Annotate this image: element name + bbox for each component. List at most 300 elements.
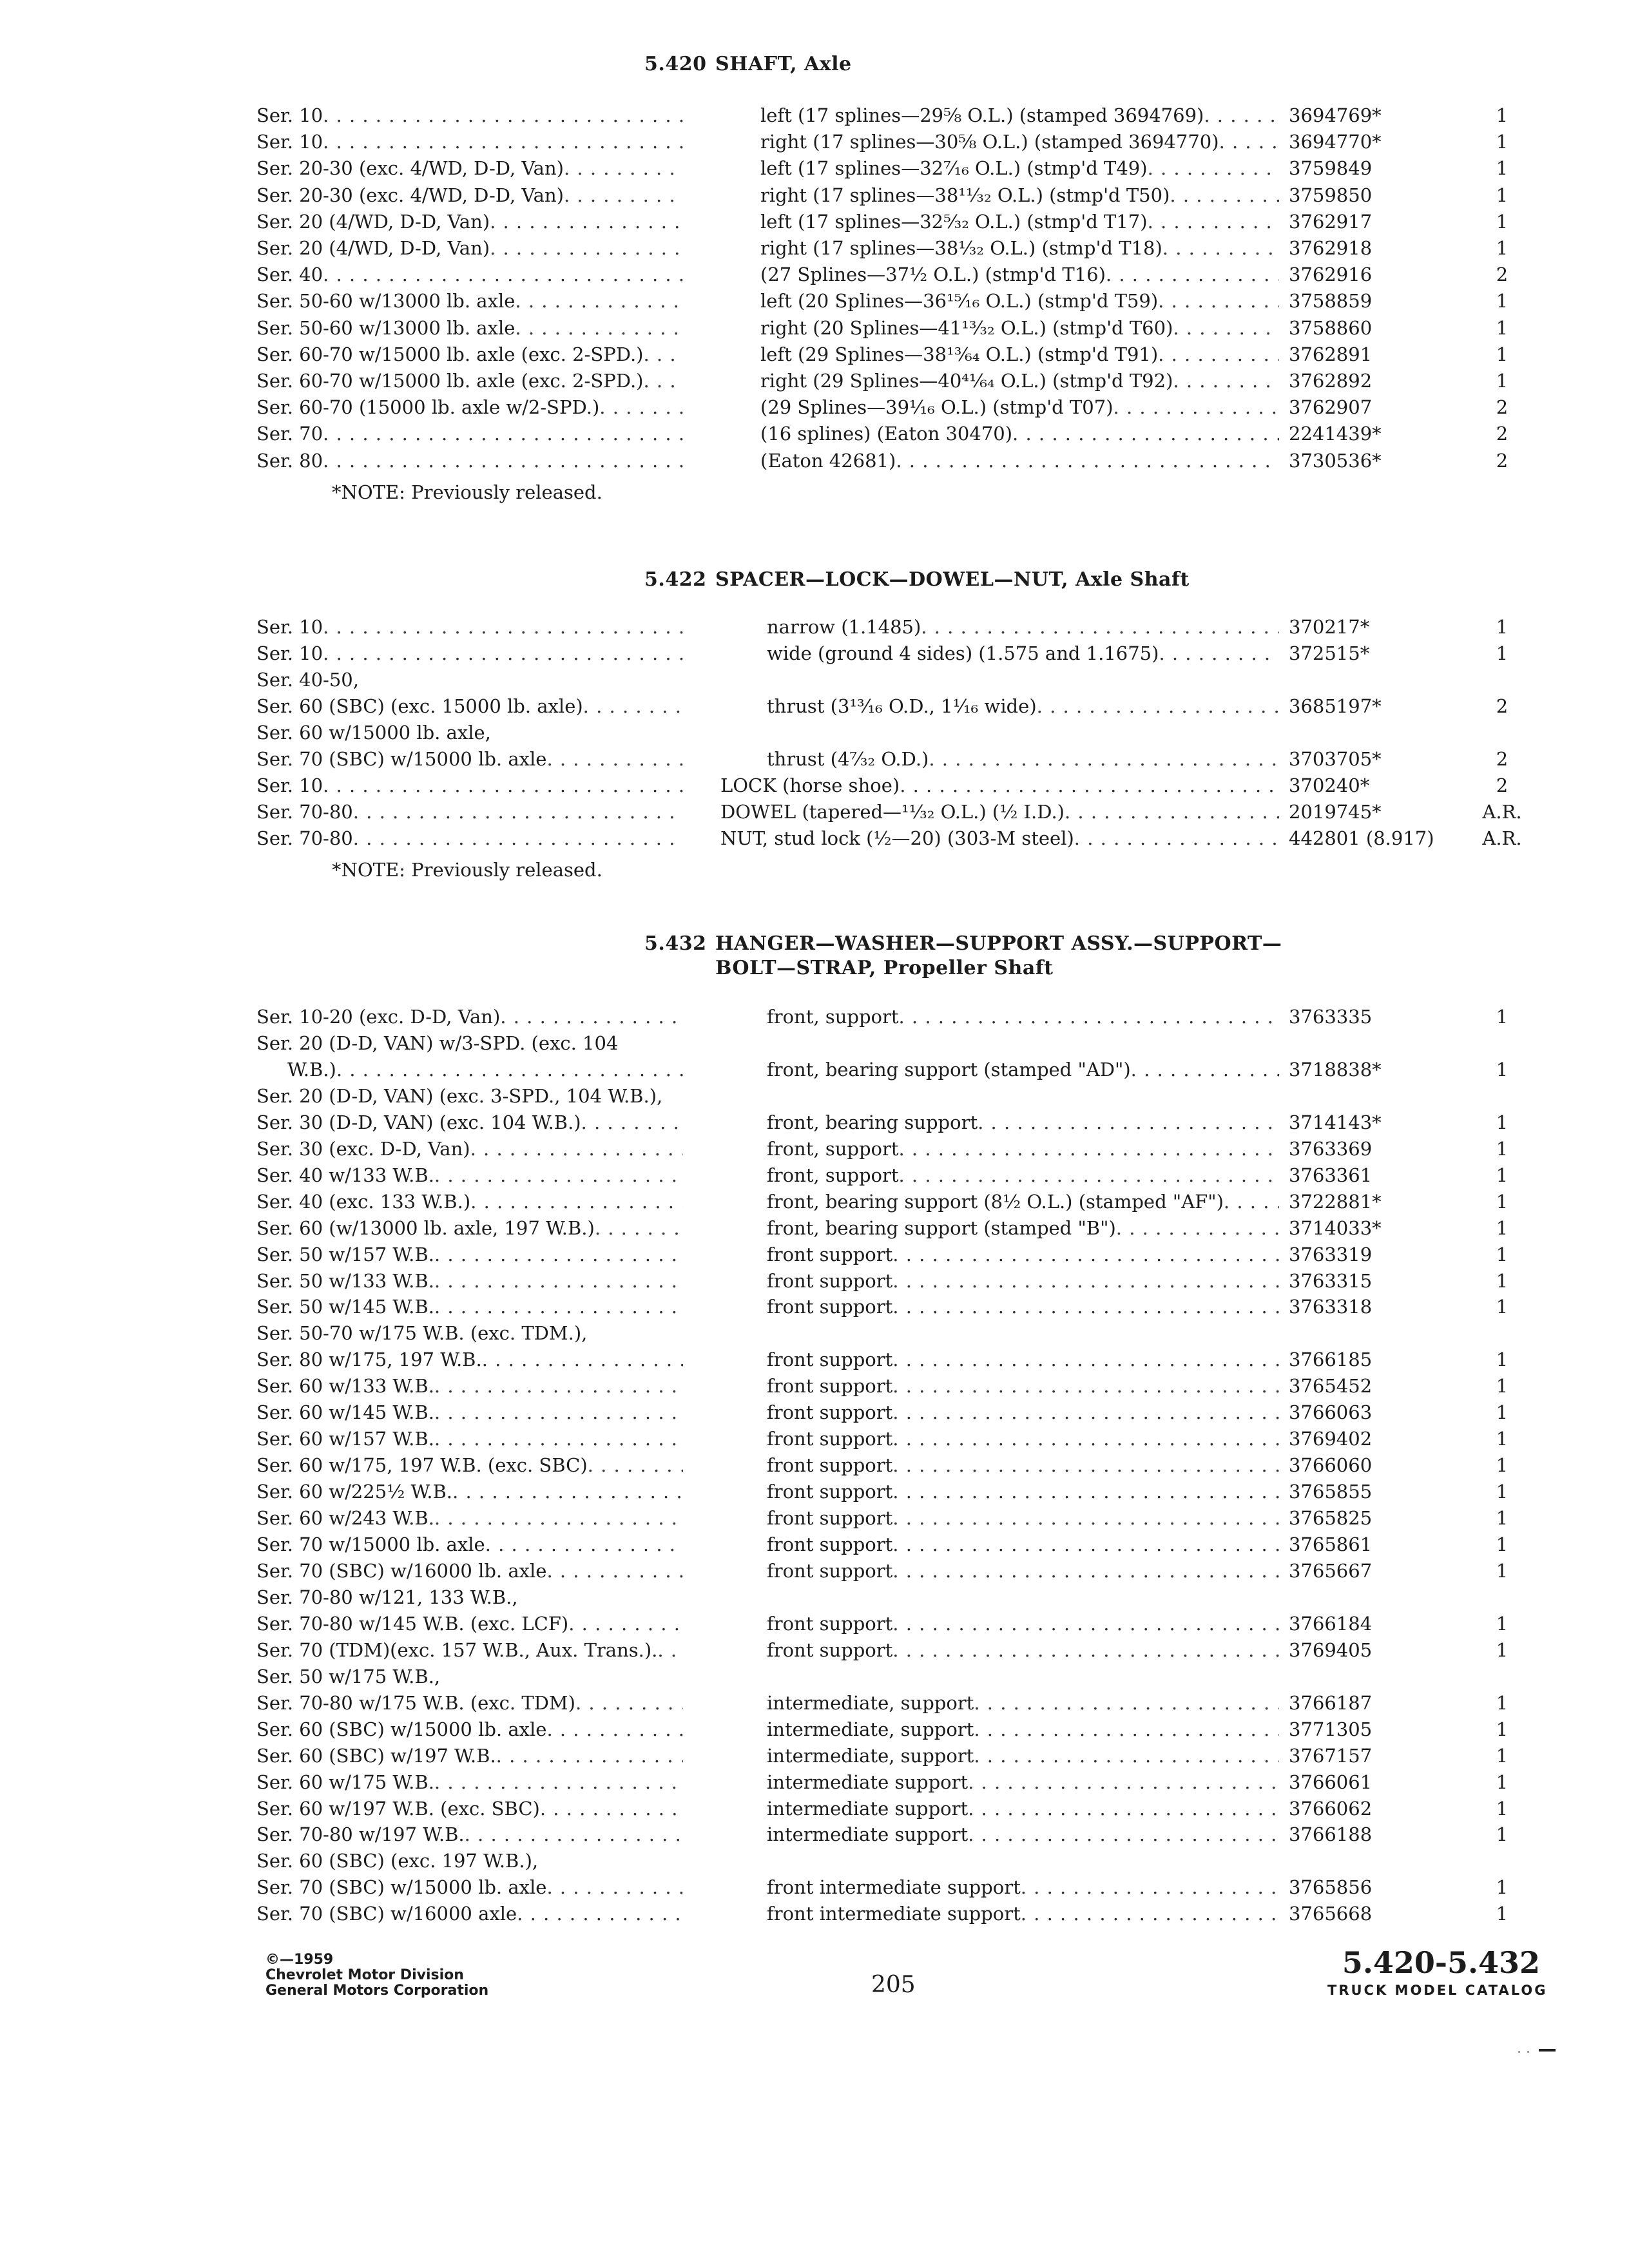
- table-row: [0, 1848, 1629, 1874]
- description-cell: [767, 1532, 1279, 1558]
- description-cell: [767, 1558, 1279, 1584]
- dot-leader: [1159, 640, 1279, 667]
- series-cell: [256, 1215, 683, 1242]
- part-number: 3762891: [1289, 343, 1373, 365]
- dot-leader: [974, 1716, 1279, 1743]
- series-text: Ser. 60 w/243 W.B.: [256, 1507, 434, 1530]
- series-text: Ser. 70-80 w/175 W.B. (exc. TDM): [256, 1691, 575, 1714]
- part-number: 3763369: [1289, 1137, 1373, 1160]
- series-cell: Ser. 60 (SBC) (exc. 197 W.B.),: [256, 1850, 539, 1872]
- dot-leader: [434, 1399, 683, 1426]
- series-cell: Ser. 20 (D-D, VAN) w/3-SPD. (exc. 104: [256, 1032, 619, 1054]
- description-cell: [760, 448, 1279, 474]
- table-row: [0, 746, 1629, 773]
- series-cell: [256, 1004, 683, 1030]
- dot-leader: [1021, 1874, 1279, 1901]
- quantity: 1: [1496, 131, 1509, 153]
- dot-leader: [434, 1294, 683, 1320]
- description-text: intermediate support: [767, 1771, 969, 1793]
- table-row: [0, 1874, 1629, 1901]
- description-text: NUT, stud lock (½—20) (303-M steel): [720, 827, 1074, 849]
- table-row: [0, 1189, 1629, 1215]
- table-row: [0, 1162, 1629, 1189]
- part-number: 3730536*: [1289, 449, 1382, 472]
- description-cell: [760, 394, 1279, 421]
- dot-leader: [1037, 693, 1279, 720]
- description-cell: [760, 315, 1279, 341]
- section-title: BOLT—STRAP, Propeller Shaft: [715, 957, 1054, 979]
- description-cell: [767, 1611, 1279, 1637]
- series-text: Ser. 20-30 (exc. 4/WD, D-D, Van): [256, 157, 564, 180]
- dot-leader: [575, 1690, 683, 1716]
- description-text: front, support: [767, 1006, 899, 1028]
- series-text: Ser. 20-30 (exc. 4/WD, D-D, Van): [256, 184, 564, 206]
- series-cell: [256, 1452, 683, 1479]
- dot-leader: [470, 1189, 683, 1215]
- description-cell: [767, 614, 1279, 640]
- series-cell: [256, 693, 683, 720]
- dot-leader: [892, 1479, 1279, 1505]
- description-text: front support: [767, 1269, 893, 1292]
- dot-leader: [515, 288, 683, 314]
- part-number: 370240*: [1289, 774, 1370, 796]
- description-cell: [767, 640, 1279, 667]
- dot-leader: [434, 1505, 683, 1532]
- description-cell: [767, 1399, 1279, 1426]
- table-row: [0, 1268, 1629, 1294]
- series-cell: [256, 1347, 683, 1373]
- description-cell: [767, 1426, 1279, 1452]
- series-cell: [256, 209, 683, 235]
- description-cell: [767, 1189, 1279, 1215]
- description-text: (27 Splines—37½ O.L.) (stmp'd T16): [760, 264, 1106, 286]
- table-row: [0, 262, 1629, 288]
- dot-leader: [1158, 341, 1279, 368]
- series-cell: [256, 614, 683, 640]
- description-cell: [760, 368, 1279, 394]
- table-row: [0, 640, 1629, 667]
- quantity: 1: [1496, 1243, 1509, 1265]
- table-row: [0, 421, 1629, 447]
- quantity: 1: [1496, 1216, 1509, 1239]
- description-text: (29 Splines—39⅟₁₆ O.L.) (stmp'd T07): [760, 396, 1113, 419]
- table-row: [0, 1294, 1629, 1320]
- quantity: 1: [1496, 1296, 1509, 1318]
- dot-leader: [434, 1242, 683, 1268]
- dot-leader: [968, 1796, 1279, 1822]
- dot-leader: [1224, 1189, 1279, 1215]
- series-cell: Ser. 50 w/175 W.B.,: [256, 1665, 441, 1687]
- description-cell: [760, 288, 1279, 314]
- table-row: [0, 102, 1629, 129]
- series-cell: [256, 1874, 683, 1901]
- description-cell: [767, 1004, 1279, 1030]
- series-cell: [256, 288, 683, 314]
- series-cell: [256, 1479, 683, 1505]
- dot-leader: [899, 1136, 1280, 1162]
- dot-leader: [353, 825, 683, 852]
- table-row: [0, 1452, 1629, 1479]
- description-cell: [760, 182, 1279, 209]
- section-range: 5.420-5.432: [1342, 1945, 1540, 1980]
- series-text: Ser. 60 (w/13000 lb. axle, 197 W.B.): [256, 1216, 595, 1239]
- section-title: HANGER—WASHER—SUPPORT ASSY.—SUPPORT—: [715, 932, 1282, 955]
- table-row: [0, 614, 1629, 640]
- dot-leader: [564, 155, 683, 182]
- dot-leader: [546, 746, 683, 773]
- table-row: [0, 693, 1629, 720]
- dot-leader: [968, 1769, 1279, 1796]
- description-cell: [767, 1373, 1279, 1399]
- part-number: 3714033*: [1289, 1216, 1382, 1239]
- series-cell: [256, 1399, 683, 1426]
- description-cell: [767, 1769, 1279, 1796]
- table-row: [0, 1426, 1629, 1452]
- part-number: 3765825: [1289, 1507, 1373, 1530]
- series-text: Ser. 60-70 (15000 lb. axle w/2-SPD.): [256, 396, 600, 419]
- part-number: 3763361: [1289, 1164, 1373, 1186]
- dot-leader: [323, 448, 683, 474]
- series-cell: [256, 799, 683, 825]
- description-text: front support: [767, 1375, 893, 1398]
- series-cell: [256, 640, 683, 667]
- series-cell: [256, 1242, 683, 1268]
- dot-leader: [978, 1110, 1279, 1136]
- series-text: Ser. 70 (SBC) w/15000 lb. axle: [256, 1876, 547, 1899]
- description-cell: [767, 1901, 1279, 1927]
- quantity: 1: [1496, 1559, 1509, 1582]
- dot-leader: [515, 315, 683, 341]
- series-text: Ser. 40 w/133 W.B.: [256, 1164, 434, 1186]
- description-text: intermediate, support: [767, 1691, 974, 1714]
- part-number: 3758860: [1289, 316, 1373, 339]
- series-text: Ser. 70 (TDM)(exc. 157 W.B., Aux. Trans.).: [256, 1639, 658, 1661]
- part-number: 3765452: [1289, 1375, 1373, 1398]
- series-cell: Ser. 40-50,: [256, 669, 359, 691]
- series-text: Ser. 60 w/133 W.B.: [256, 1375, 434, 1398]
- table-row: [0, 448, 1629, 474]
- table-row: [0, 394, 1629, 421]
- dot-leader: [323, 640, 683, 667]
- description-cell: [767, 1452, 1279, 1479]
- description-text: front support: [767, 1639, 893, 1661]
- dot-leader: [1170, 182, 1279, 209]
- quantity: 1: [1496, 1111, 1509, 1133]
- series-cell: [256, 1505, 683, 1532]
- series-text: Ser. 70-80 w/197 W.B.: [256, 1823, 465, 1846]
- series-text: Ser. 70: [256, 423, 323, 445]
- description-text: front support: [767, 1454, 893, 1477]
- quantity: 1: [1496, 290, 1509, 312]
- part-number: 3767157: [1289, 1744, 1373, 1767]
- quantity: 1: [1496, 210, 1509, 233]
- table-row: [0, 1716, 1629, 1743]
- table-row: [0, 1532, 1629, 1558]
- series-cell: [256, 394, 683, 421]
- description-cell: [760, 341, 1279, 368]
- quantity: 1: [1496, 1771, 1509, 1793]
- dot-leader: [434, 1268, 683, 1294]
- dot-leader: [657, 1637, 683, 1664]
- dot-leader: [892, 1347, 1279, 1373]
- description-text: DOWEL (tapered—¹¹⁄₃₂ O.L.) (½ I.D.): [720, 801, 1065, 823]
- part-number: 3765668: [1289, 1903, 1373, 1925]
- description-text: right (29 Splines—40⁴¹⁄₆₄ O.L.) (stmp'd T92): [760, 370, 1173, 392]
- description-cell: [760, 235, 1279, 262]
- table-row: [0, 1637, 1629, 1664]
- part-number: 3769402: [1289, 1428, 1373, 1450]
- dot-leader: [1113, 394, 1279, 421]
- series-text: Ser. 60 w/145 W.B.: [256, 1401, 434, 1424]
- quantity: 1: [1496, 316, 1509, 339]
- part-number: 3759849: [1289, 157, 1373, 180]
- description-text: (16 splines) (Eaton 30470): [760, 423, 1013, 445]
- quantity: 1: [1496, 157, 1509, 180]
- dot-leader: [434, 1373, 683, 1399]
- dot-leader: [1158, 288, 1279, 314]
- series-text: Ser. 70-80: [256, 801, 353, 823]
- part-number: 3762907: [1289, 396, 1373, 419]
- series-text: Ser. 10: [256, 131, 323, 153]
- table-row: [0, 1769, 1629, 1796]
- table-row: [0, 799, 1629, 825]
- part-number: 3766060: [1289, 1454, 1373, 1477]
- series-cell: [256, 1294, 683, 1320]
- description-text: front support: [767, 1612, 893, 1635]
- table-row: [0, 1611, 1629, 1637]
- table-row: [0, 1110, 1629, 1136]
- dot-leader: [892, 1268, 1279, 1294]
- series-text: Ser. 60 w/197 W.B. (exc. SBC): [256, 1797, 540, 1820]
- part-number: 3765855: [1289, 1481, 1373, 1503]
- part-number: 3703705*: [1289, 748, 1382, 770]
- margin-speck: [1518, 2051, 1520, 2053]
- dot-leader: [546, 1716, 683, 1743]
- series-text: Ser. 70-80 w/145 W.B. (exc. LCF): [256, 1612, 569, 1635]
- description-cell: [767, 1347, 1279, 1373]
- dot-leader: [583, 693, 683, 720]
- table-row: [0, 315, 1629, 341]
- table-row: [0, 368, 1629, 394]
- series-text: Ser. 80 w/175, 197 W.B.: [256, 1349, 482, 1371]
- dot-leader: [465, 1821, 683, 1848]
- part-number: 370217*: [1289, 616, 1370, 638]
- description-cell: [760, 262, 1279, 288]
- description-cell: [767, 1242, 1279, 1268]
- series-text: Ser. 60 w/175 W.B.: [256, 1771, 434, 1793]
- dot-leader: [434, 1162, 683, 1189]
- quantity: 1: [1496, 237, 1509, 259]
- dot-leader: [892, 1373, 1279, 1399]
- description-cell: [760, 209, 1279, 235]
- table-row: [0, 1479, 1629, 1505]
- dot-leader: [1219, 129, 1279, 155]
- series-text: Ser. 20 (4/WD, D-D, Van): [256, 237, 490, 259]
- table-row: [0, 1004, 1629, 1030]
- table-row: [0, 1664, 1629, 1690]
- series-text: Ser. 20 (4/WD, D-D, Van): [256, 210, 490, 233]
- dot-leader: [892, 1532, 1279, 1558]
- table-row: [0, 1505, 1629, 1532]
- series-text: Ser. 10: [256, 774, 323, 796]
- series-cell: [256, 315, 683, 341]
- description-text: right (20 Splines—41¹³⁄₃₂ O.L.) (stmp'd T60): [760, 316, 1173, 339]
- series-cell: [256, 1373, 683, 1399]
- series-cell: [256, 1136, 683, 1162]
- quantity: 1: [1496, 1718, 1509, 1740]
- description-text: left (20 Splines—36¹⁵⁄₁₆ O.L.) (stmp'd T59): [760, 290, 1159, 312]
- description-cell: [767, 1690, 1279, 1716]
- description-text: left (17 splines—32⁷⁄₁₆ O.L.) (stmp'd T49): [760, 157, 1148, 180]
- series-cell: [256, 182, 683, 209]
- description-text: front support: [767, 1243, 893, 1265]
- part-number: 3694770*: [1289, 131, 1382, 153]
- description-cell: [760, 155, 1279, 182]
- description-cell: [760, 421, 1279, 447]
- quantity: 1: [1496, 1507, 1509, 1530]
- margin-speck: [1527, 2051, 1529, 2053]
- part-number: 3762892: [1289, 370, 1373, 392]
- description-text: front, bearing support (8½ O.L.) (stamped "AF"): [767, 1190, 1224, 1213]
- quantity: 1: [1496, 1190, 1509, 1213]
- table-row: [0, 1901, 1629, 1927]
- dot-leader: [892, 1637, 1279, 1664]
- dot-leader: [1021, 1901, 1279, 1927]
- dot-leader: [434, 1769, 683, 1796]
- table-row: [0, 825, 1629, 852]
- series-cell: [256, 421, 683, 447]
- series-cell: Ser. 20 (D-D, VAN) (exc. 3-SPD., 104 W.B.),: [256, 1084, 663, 1107]
- dot-leader: [599, 394, 683, 421]
- series-text: Ser. 10: [256, 616, 323, 638]
- dot-leader: [892, 1558, 1279, 1584]
- dot-leader: [323, 614, 683, 640]
- dot-leader: [540, 1796, 683, 1822]
- dot-leader: [968, 1821, 1279, 1848]
- quantity: 2: [1496, 774, 1509, 796]
- description-text: intermediate, support: [767, 1744, 974, 1767]
- series-cell: [256, 368, 683, 394]
- description-cell: [767, 1110, 1279, 1136]
- part-number: 3763318: [1289, 1296, 1373, 1318]
- series-text: Ser. 50-60 w/13000 lb. axle: [256, 290, 516, 312]
- series-text: Ser. 30 (D-D, VAN) (exc. 104 W.B.): [256, 1111, 581, 1133]
- dot-leader: [568, 1611, 683, 1637]
- dot-leader: [974, 1743, 1279, 1769]
- description-text: front, bearing support (stamped "AD"): [767, 1058, 1131, 1081]
- description-cell: [767, 1294, 1279, 1320]
- series-cell: [256, 1189, 683, 1215]
- table-row: [0, 1242, 1629, 1268]
- series-text: Ser. 70-80: [256, 827, 353, 849]
- dot-leader: [1148, 155, 1279, 182]
- dot-leader: [1148, 209, 1279, 235]
- series-text: Ser. 60 w/175, 197 W.B. (exc. SBC): [256, 1454, 588, 1477]
- description-cell: [767, 1505, 1279, 1532]
- description-cell: [760, 129, 1279, 155]
- series-text: Ser. 50 w/133 W.B.: [256, 1269, 434, 1292]
- series-cell: [256, 1690, 683, 1716]
- quantity: 2: [1496, 695, 1509, 717]
- dot-leader: [929, 746, 1279, 773]
- series-cell: [256, 1769, 683, 1796]
- table-row: [0, 667, 1629, 693]
- table-row: [0, 1821, 1629, 1848]
- quantity: 1: [1496, 1006, 1509, 1028]
- description-cell: [767, 1268, 1279, 1294]
- series-text: Ser. 60 (SBC) (exc. 15000 lb. axle): [256, 695, 583, 717]
- description-text: front support: [767, 1428, 893, 1450]
- part-number: 3765861: [1289, 1533, 1373, 1555]
- series-cell: [256, 1716, 683, 1743]
- dot-leader: [1106, 262, 1279, 288]
- series-text: Ser. 50-60 w/13000 lb. axle: [256, 316, 516, 339]
- dot-leader: [899, 1004, 1280, 1030]
- dot-leader: [892, 1242, 1279, 1268]
- description-text: front support: [767, 1481, 893, 1503]
- description-text: thrust (4⁷⁄₃₂ O.D.): [767, 748, 929, 770]
- page-number: 205: [871, 1972, 916, 1998]
- quantity: 2: [1496, 449, 1509, 472]
- quantity: 1: [1496, 184, 1509, 206]
- quantity: 1: [1496, 1744, 1509, 1767]
- section-number: 5.420: [644, 53, 707, 75]
- series-cell: [256, 1558, 683, 1584]
- table-row: [0, 341, 1629, 368]
- table-row: [0, 1083, 1629, 1110]
- quantity: 1: [1496, 616, 1509, 638]
- description-cell: [760, 102, 1279, 129]
- dot-leader: [1012, 421, 1279, 447]
- dot-leader: [921, 614, 1279, 640]
- description-cell: [767, 1162, 1279, 1189]
- description-cell: [767, 1743, 1279, 1769]
- dot-leader: [517, 1901, 683, 1927]
- dot-leader: [323, 102, 683, 129]
- corporation-text: General Motors Corporation: [265, 1983, 489, 1999]
- series-cell: [256, 341, 683, 368]
- series-cell: Ser. 70-80 w/121, 133 W.B.,: [256, 1586, 518, 1608]
- dot-leader: [644, 368, 684, 394]
- part-number: 3763319: [1289, 1243, 1373, 1265]
- dot-leader: [892, 1505, 1279, 1532]
- dot-leader: [336, 1057, 683, 1083]
- part-number: 3766061: [1289, 1771, 1373, 1793]
- part-number: 3718838*: [1289, 1058, 1382, 1081]
- description-cell: [767, 1821, 1279, 1848]
- dot-leader: [588, 1452, 683, 1479]
- dot-leader: [323, 773, 683, 799]
- dot-leader: [581, 1110, 683, 1136]
- dot-leader: [1173, 368, 1279, 394]
- dot-leader: [546, 1874, 683, 1901]
- part-number: 3766063: [1289, 1401, 1373, 1424]
- table-row: [0, 1690, 1629, 1716]
- description-cell: [767, 746, 1279, 773]
- series-cell: [256, 1532, 683, 1558]
- dot-leader: [490, 209, 683, 235]
- series-cell: [287, 1057, 683, 1083]
- description-cell: [767, 1796, 1279, 1822]
- table-row: [0, 1796, 1629, 1822]
- quantity: 1: [1496, 1823, 1509, 1846]
- series-cell: [256, 1901, 683, 1927]
- description-text: right (17 splines—38¹¹⁄₃₂ O.L.) (stmp'd T50): [760, 184, 1170, 206]
- part-number: 3763335: [1289, 1006, 1373, 1028]
- dot-leader: [564, 182, 683, 209]
- part-number: 3714143*: [1289, 1111, 1382, 1133]
- series-text: Ser. 60-70 w/15000 lb. axle (exc. 2-SPD.): [256, 343, 644, 365]
